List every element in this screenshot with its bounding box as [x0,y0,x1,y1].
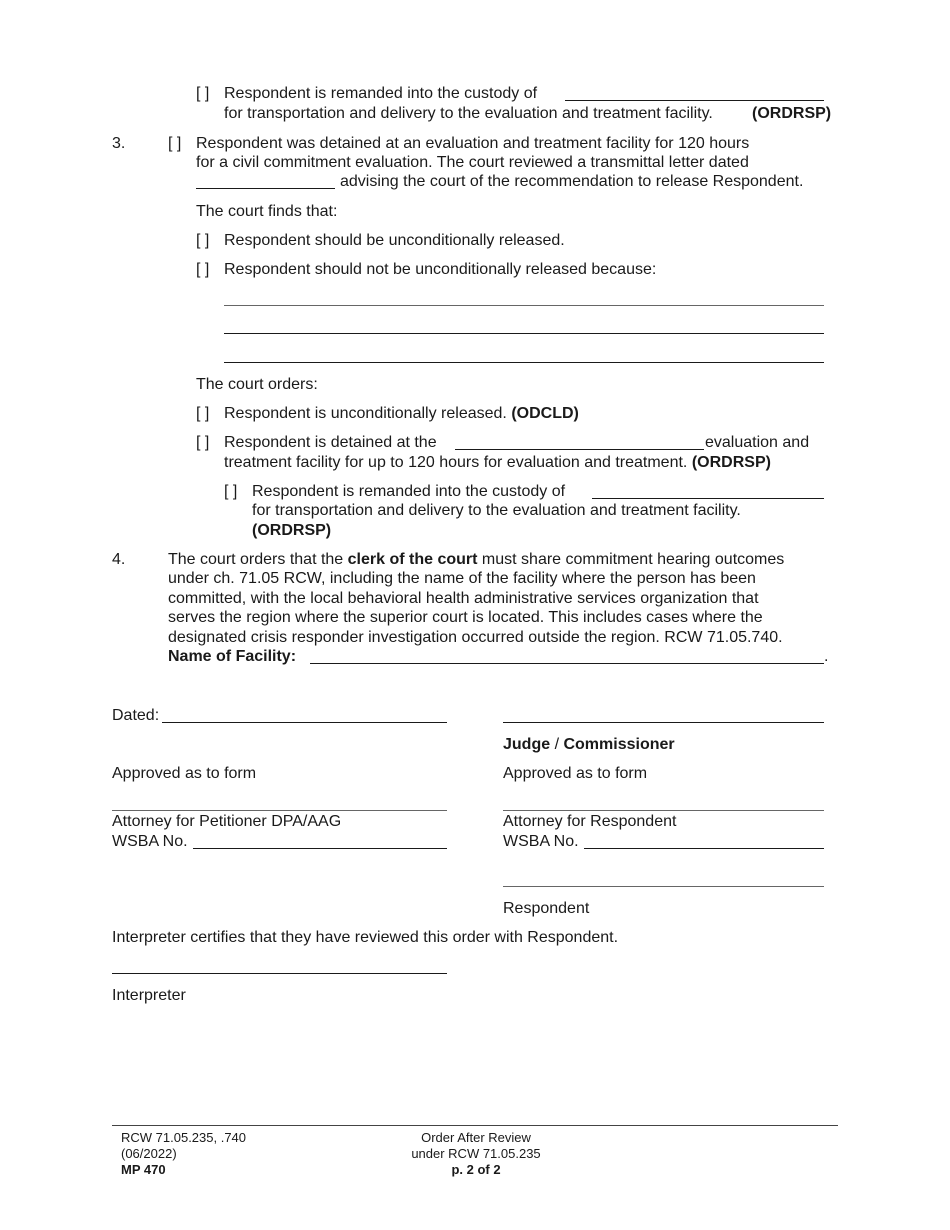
sec4-line5: designated crisis responder investigation occurred outside the region. RCW 71.05.740. [168,629,783,646]
section-number: 3. [112,135,126,152]
interpreter-signature-line[interactable] [112,973,447,974]
footer-date: (06/2022) [121,1146,177,1161]
ordrsp-code: (ORDRSP) [691,454,771,471]
sec4-line4: serves the region where the superior court is located. This includes cases where the [168,609,763,626]
footer-form-number: MP 470 [121,1162,166,1177]
finds-heading: The court finds that: [196,203,338,220]
sec3-line1: Respondent was detained at an evaluation and treatment facility for 120 hours [196,135,750,152]
sec3-line3: advising the court of the recommendation to release Respondent. [340,173,804,190]
finding-not-released: Respondent should not be unconditionally released because: [224,261,657,278]
interpreter-certification: Interpreter certifies that they have reviewed this order with Respondent. [112,929,619,946]
checkbox[interactable]: [ ] [196,85,210,102]
sec4-line2: under ch. 71.05 RCW, including the name of the facility where the person has been [168,570,756,587]
checkbox[interactable]: [ ] [196,405,210,422]
transport-text: for transportation and delivery to the evaluation and treatment facility. [252,502,741,519]
remand-text: Respondent is remanded into the custody of [252,483,566,500]
sec3-line2: for a civil commitment evaluation. The court reviewed a transmittal letter dated [196,154,749,171]
footer-title: Order After Review [421,1130,531,1145]
order-detained-c: treatment facility for up to 120 hours for evaluation and treatment. (ORDRSP) [224,454,771,471]
facility-name-blank[interactable] [310,663,824,664]
respondent-atty-signature-line[interactable] [503,810,824,811]
respondent-label: Respondent [503,900,590,917]
facility-end: . [824,648,829,665]
sec4-line3: committed, with the local behavioral health administrative services organization that [168,590,759,607]
remand-text: Respondent is remanded into the custody of [224,85,538,102]
respondent-atty-label: Attorney for Respondent [503,813,677,830]
custody-blank[interactable] [592,498,824,499]
petitioner-signature-line[interactable] [112,810,447,811]
order-released: Respondent is unconditionally released. (ODCLD) [224,405,579,422]
ordrsp-code: (ORDRSP) [752,105,832,122]
dated-label: Dated: [112,707,160,724]
order-detained-b: evaluation and [705,434,810,451]
date-blank[interactable] [162,722,447,723]
orders-heading: The court orders: [196,376,318,393]
interpreter-label: Interpreter [112,987,186,1004]
footer-rule [112,1125,838,1126]
wsba-right-blank[interactable] [584,848,824,849]
approved-right: Approved as to form [503,765,648,782]
reason-line[interactable] [224,305,824,306]
checkbox[interactable]: [ ] [224,483,238,500]
footer-subtitle: under RCW 71.05.235 [411,1146,541,1161]
facility-blank[interactable] [455,449,704,450]
petitioner-atty-label: Attorney for Petitioner DPA/AAG [112,813,342,830]
reason-line[interactable] [224,362,824,363]
checkbox[interactable]: [ ] [196,232,210,249]
wsba-left-label: WSBA No. [112,833,188,850]
respondent-signature-line[interactable] [503,886,824,887]
facility-label: Name of Facility: [168,648,297,665]
reason-line[interactable] [224,333,824,334]
letter-date-blank[interactable] [196,188,335,189]
checkbox[interactable]: [ ] [196,261,210,278]
wsba-left-blank[interactable] [193,848,447,849]
finding-released: Respondent should be unconditionally released. [224,232,565,249]
order-detained: Respondent is detained at the [224,434,437,451]
odcld-code: (ODCLD) [511,405,579,422]
custody-blank[interactable] [565,100,824,101]
section-number: 4. [112,551,126,568]
footer-rcw: RCW 71.05.235, .740 [121,1130,247,1145]
approved-left: Approved as to form [112,765,257,782]
checkbox[interactable]: [ ] [196,434,210,451]
footer-page-number: p. 2 of 2 [451,1162,501,1177]
sec4-line1: The court orders that the clerk of the court must share commitment hearing outcomes [168,551,785,568]
checkbox[interactable]: [ ] [168,135,182,152]
wsba-right-label: WSBA No. [503,833,579,850]
transport-text: for transportation and delivery to the evaluation and treatment facility. [224,105,713,122]
ordrsp-code: (ORDRSP) [252,522,332,539]
judge-signature-line[interactable] [503,722,824,723]
judge-label: Judge / Commissioner [503,736,675,753]
